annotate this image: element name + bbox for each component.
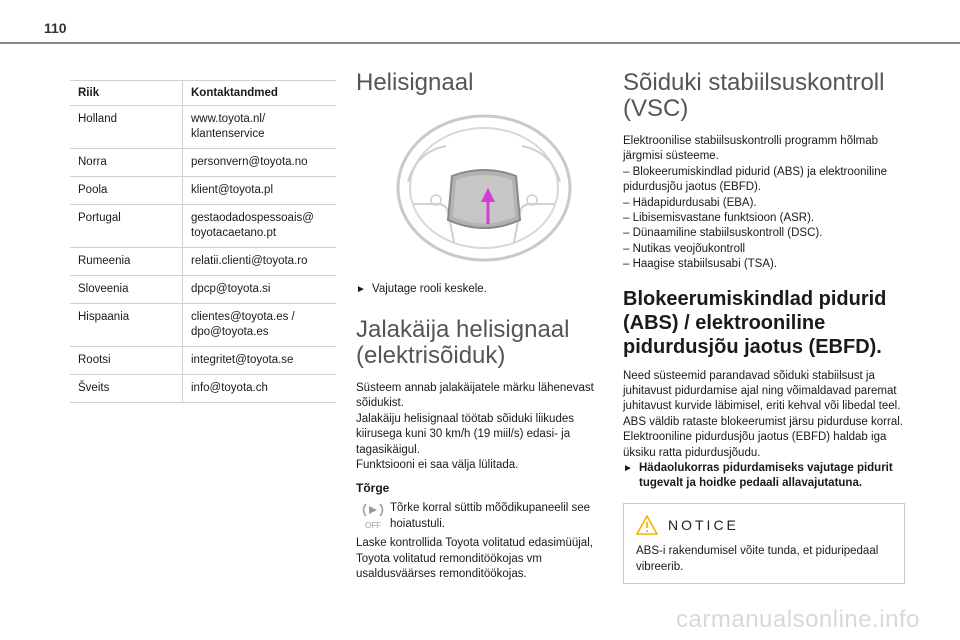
abs-paragraph: Need süsteemid parandavad sõiduki stabiilsust ja juhitavust pidurdamise ajal ning võimaldavad paremat juhitavust kurvide läbimisel, eriti kehval või libedal teel.	[623, 369, 901, 413]
vsc-item: – Blokeerumiskindlad pidurid (ABS) ja elektrooniline pidurdusjõu jaotus (EBFD).	[623, 165, 887, 194]
vsc-title-line2: (VSC)	[623, 95, 689, 122]
contact-cell: integritet@toyota.se	[183, 347, 337, 375]
contact-cell: gestaodadospessoais@ toyotacaetano.pt	[183, 205, 337, 248]
horn-instruction-text: Vajutage rooli keskele.	[372, 283, 487, 295]
country-cell: Rumeenia	[70, 248, 183, 276]
country-cell: Holland	[70, 106, 183, 149]
country-cell: Sloveenia	[70, 276, 183, 304]
country-cell: Rootsi	[70, 347, 183, 375]
warning-triangle-icon	[636, 515, 658, 535]
contact-cell: dpcp@toyota.si	[183, 276, 337, 304]
notice-box	[623, 503, 905, 584]
table-row	[70, 347, 336, 375]
country-cell: Portugal	[70, 205, 183, 248]
abs-title-line2: (ABS) / elektrooniline	[623, 311, 826, 334]
contact-cell: clientes@toyota.es / dpo@toyota.es	[183, 304, 337, 347]
column-header-country: Riik	[70, 81, 183, 106]
vsc-item: – Nutikas veojõukontroll	[623, 242, 746, 255]
abs-paragraph: ABS väldib rataste blokeerumist järsu pidurduse korral.	[623, 415, 903, 428]
vsc-item: – Haagise stabiilsusabi (TSA).	[623, 258, 778, 271]
ped-horn-title-line1: Jalakäija helisignaal	[356, 316, 570, 343]
fault-body: Laske kontrollida Toyota volitatud edasimüüjal, Toyota volitatud remonditöökojas vm usaldusväärses remonditöökojas.	[356, 537, 593, 581]
abs-instruction-text: Hädaolukorras pidurdamiseks vajutage pidurit tugevalt ja hoidke pedaali allavajutatuna.	[639, 462, 893, 490]
vsc-item: – Libisemisvastane funktsioon (ASR).	[623, 212, 815, 225]
column-header-contact: Kontaktandmed	[183, 81, 337, 106]
vsc-intro: Elektroonilise stabiilsuskontrolli programm hõlmab järgmisi süsteeme.	[623, 135, 879, 163]
triangle-right-icon: ►	[623, 463, 633, 475]
notice-title: NOTICE	[668, 517, 739, 534]
contact-table	[70, 80, 336, 403]
header-rule	[0, 42, 960, 44]
contact-cell: info@toyota.ch	[183, 375, 337, 403]
contact-cell: www.toyota.nl/ klantenservice	[183, 106, 337, 149]
abs-title-line3: pidurdusjõu jaotus (EBFD).	[623, 335, 882, 358]
ped-horn-paragraph: Süsteem annab jalakäijatele märku lähenevast sõidukist.	[356, 382, 594, 410]
contact-cell: relatii.clienti@toyota.ro	[183, 248, 337, 276]
abs-title-line1: Blokeerumiskindlad pidurid	[623, 287, 887, 310]
watermark: carmanualsonline.info	[676, 606, 920, 633]
horn-title: Helisignaal	[356, 69, 474, 96]
table-row	[70, 205, 336, 248]
table-header-row	[70, 81, 336, 106]
abs-instruction	[623, 461, 905, 491]
triangle-right-icon: ►	[356, 284, 366, 295]
vsc-title-line1: Sõiduki stabiilsuskontroll	[623, 69, 885, 96]
fault-title: Tõrge	[356, 481, 390, 496]
country-cell: Hispaania	[70, 304, 183, 347]
fault-warning	[356, 501, 612, 536]
table-row	[70, 276, 336, 304]
notice-text: ABS-i rakendumisel võite tunda, et piduripedaal vibreerib.	[636, 545, 879, 573]
fault-text: Tõrke korral süttib mõõdikupaneelil see hoiatustuli.	[390, 502, 591, 530]
horn-instruction	[356, 282, 612, 297]
notice-header	[636, 512, 892, 538]
column-horn	[356, 70, 612, 583]
country-cell: Šveits	[70, 375, 183, 403]
table-row	[70, 304, 336, 347]
vsc-item: – Dünaamiline stabiilsuskontroll (DSC).	[623, 227, 823, 240]
horn-off-label: OFF	[365, 521, 381, 531]
contact-cell: personvern@toyota.no	[183, 149, 337, 177]
ped-horn-paragraph: Jalakäiju helisignaal töötab sõiduki liikudes kiirusega kuni 30 km/h (19 miil/s) edasi- ja tagasikäigul.	[356, 412, 574, 456]
abs-paragraph: Elektrooniline pidurdusjõu jaotus (EBFD) haldab iga üksiku ratta pidurdusjõudu.	[623, 431, 887, 459]
table-row	[70, 149, 336, 177]
ped-horn-title-line2: (elektrisõiduk)	[356, 342, 506, 369]
vsc-item: – Hädapidurdusabi (EBA).	[623, 196, 757, 209]
country-cell: Poola	[70, 177, 183, 205]
table-row	[70, 248, 336, 276]
horn-off-icon	[356, 501, 390, 536]
table-row	[70, 106, 336, 149]
steering-wheel-icon	[356, 112, 612, 262]
table-row	[70, 375, 336, 403]
page-number: 110	[44, 20, 67, 36]
steering-wheel-illustration	[356, 112, 612, 262]
contact-cell: klient@toyota.pl	[183, 177, 337, 205]
country-cell: Norra	[70, 149, 183, 177]
table-row	[70, 177, 336, 205]
ped-horn-paragraph: Funktsiooni ei saa välja lülitada.	[356, 459, 519, 472]
column-vsc	[623, 70, 905, 584]
